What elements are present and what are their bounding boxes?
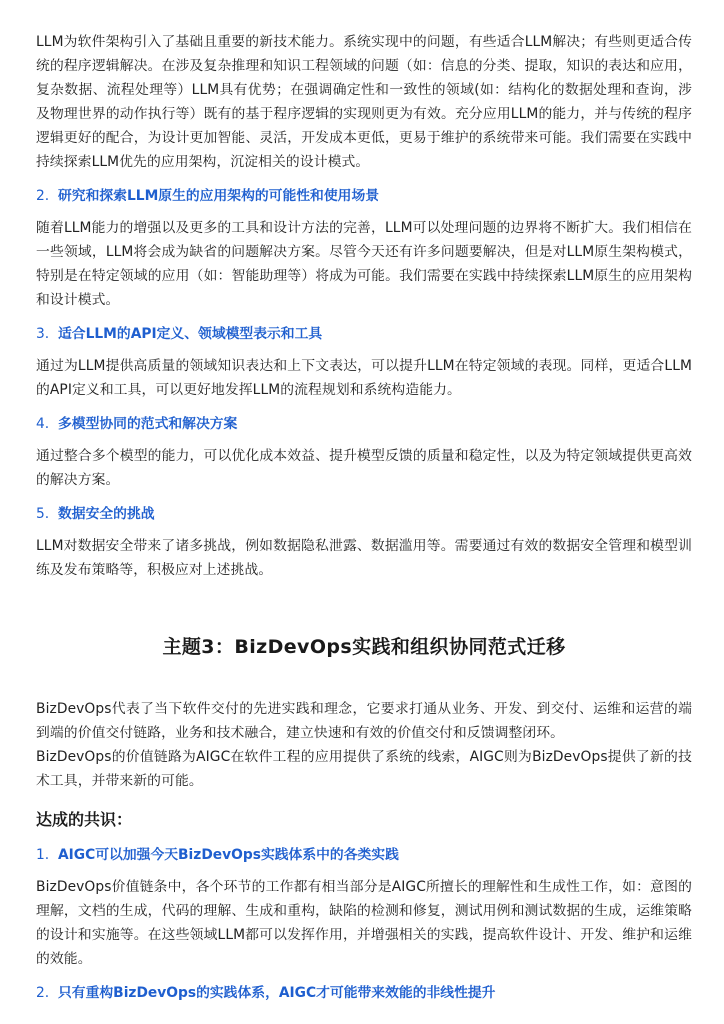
heading-text: 研究和探索LLM原生的应用架构的可能性和使用场景	[58, 188, 380, 204]
paragraph-llm-architecture: LLM为软件架构引入了基础且重要的新技术能力。系统实现中的问题，有些适合LLM解决；有些则更适合传统的程序逻辑解决。在涉及复杂推理和知识工程领域的问题（如：信息的分类、提取，知识的表达和应用，复杂数据、流程处理等）LLM具有优势；在强调确定性和一致性的领域(如：结构化的数据处理和查询，涉及物理世界的动作执行等）既有的基于程序逻辑的实现则更为有效。充分应用LLM的能力，并与传统的程序逻辑更好的配合，为设计更加智能、灵活，开发成本更低，更易于维护的系统带来可能。我们需要在实践中持续探索LLM优先的应用架构，沉淀相关的设计模式。	[36, 34, 692, 170]
heading-number: 3.	[36, 326, 50, 342]
heading-number: 5.	[36, 506, 50, 522]
paragraph-bizdevops-value-chain: BizDevOps的价值链路为AIGC在软件工程的应用提供了系统的线索，AIGC则为BizDevOps提供了新的技术工具，并带来新的可能。	[36, 749, 692, 789]
paragraph-aigc-strengthen: BizDevOps价值链条中，各个环节的工作都有相当部分是AIGC所擅长的理解性和生成性工作，如：意图的理解，文档的生成，代码的理解、生成和重构，缺陷的检测和修复，测试用例和测试数据的生成，运维策略的设计和实施等。在这些领域LLM都可以发挥作用，并增强相关的实践，提高软件设计、开发、维护和运维的效能。	[36, 879, 692, 967]
heading-number: 1.	[36, 847, 50, 863]
topic-title: 主题3：BizDevOps实践和组织协同范式迁移	[162, 636, 566, 658]
document-page	[36, 30, 692, 1013]
heading-text: AIGC可以加强今天BizDevOps实践体系中的各类实践	[58, 847, 399, 863]
heading-number: 2.	[36, 985, 50, 1001]
heading-rebuild-bizdevops	[36, 981, 692, 1005]
paragraph-api-definition: 通过为LLM提供高质量的领域知识表达和上下文表达，可以提升LLM在特定领域的表现。同样，更适合LLM的API定义和工具，可以更好地发挥LLM的流程规划和系统构造能力。	[36, 358, 692, 398]
heading-number: 2.	[36, 188, 50, 204]
heading-llm-native-architecture	[36, 184, 692, 208]
heading-text: 只有重构BizDevOps的实践体系，AIGC才可能带来效能的非线性提升	[58, 985, 496, 1001]
heading-multi-model	[36, 412, 692, 436]
consensus-title: 达成的共识：	[36, 810, 133, 829]
heading-text: 适合LLM的API定义、领域模型表示和工具	[58, 326, 323, 342]
heading-aigc-strengthen	[36, 843, 692, 867]
heading-data-security	[36, 502, 692, 526]
paragraph-llm-native: 随着LLM能力的增强以及更多的工具和设计方法的完善，LLM可以处理问题的边界将不断扩大。我们相信在一些领域，LLM将会成为缺省的问题解决方案。尽管今天还有许多问题要解决，但是对LLM原生架构模式，特别是在特定领域的应用（如：智能助理等）将成为可能。我们需要在实践中持续探索LLM原生的应用架构和设计模式。	[36, 220, 692, 308]
heading-api-definition	[36, 322, 692, 346]
paragraph-multi-model: 通过整合多个模型的能力，可以优化成本效益、提升模型反馈的质量和稳定性，以及为特定领域提供更高效的解决方案。	[36, 448, 692, 488]
paragraph-bizdevops-intro: BizDevOps代表了当下软件交付的先进实践和理念，它要求打通从业务、开发、到交付、运维和运营的端到端的价值交付链路，业务和技术融合，建立快速和有效的价值交付和反馈调整闭环。	[36, 701, 692, 741]
paragraph-data-security: LLM对数据安全带来了诸多挑战，例如数据隐私泄露、数据滥用等。需要通过有效的数据安全管理和模型训练及发布策略等，积极应对上述挑战。	[36, 538, 692, 578]
heading-text: 多模型协同的范式和解决方案	[58, 416, 238, 432]
heading-text: 数据安全的挑战	[58, 506, 155, 522]
heading-number: 4.	[36, 416, 50, 432]
